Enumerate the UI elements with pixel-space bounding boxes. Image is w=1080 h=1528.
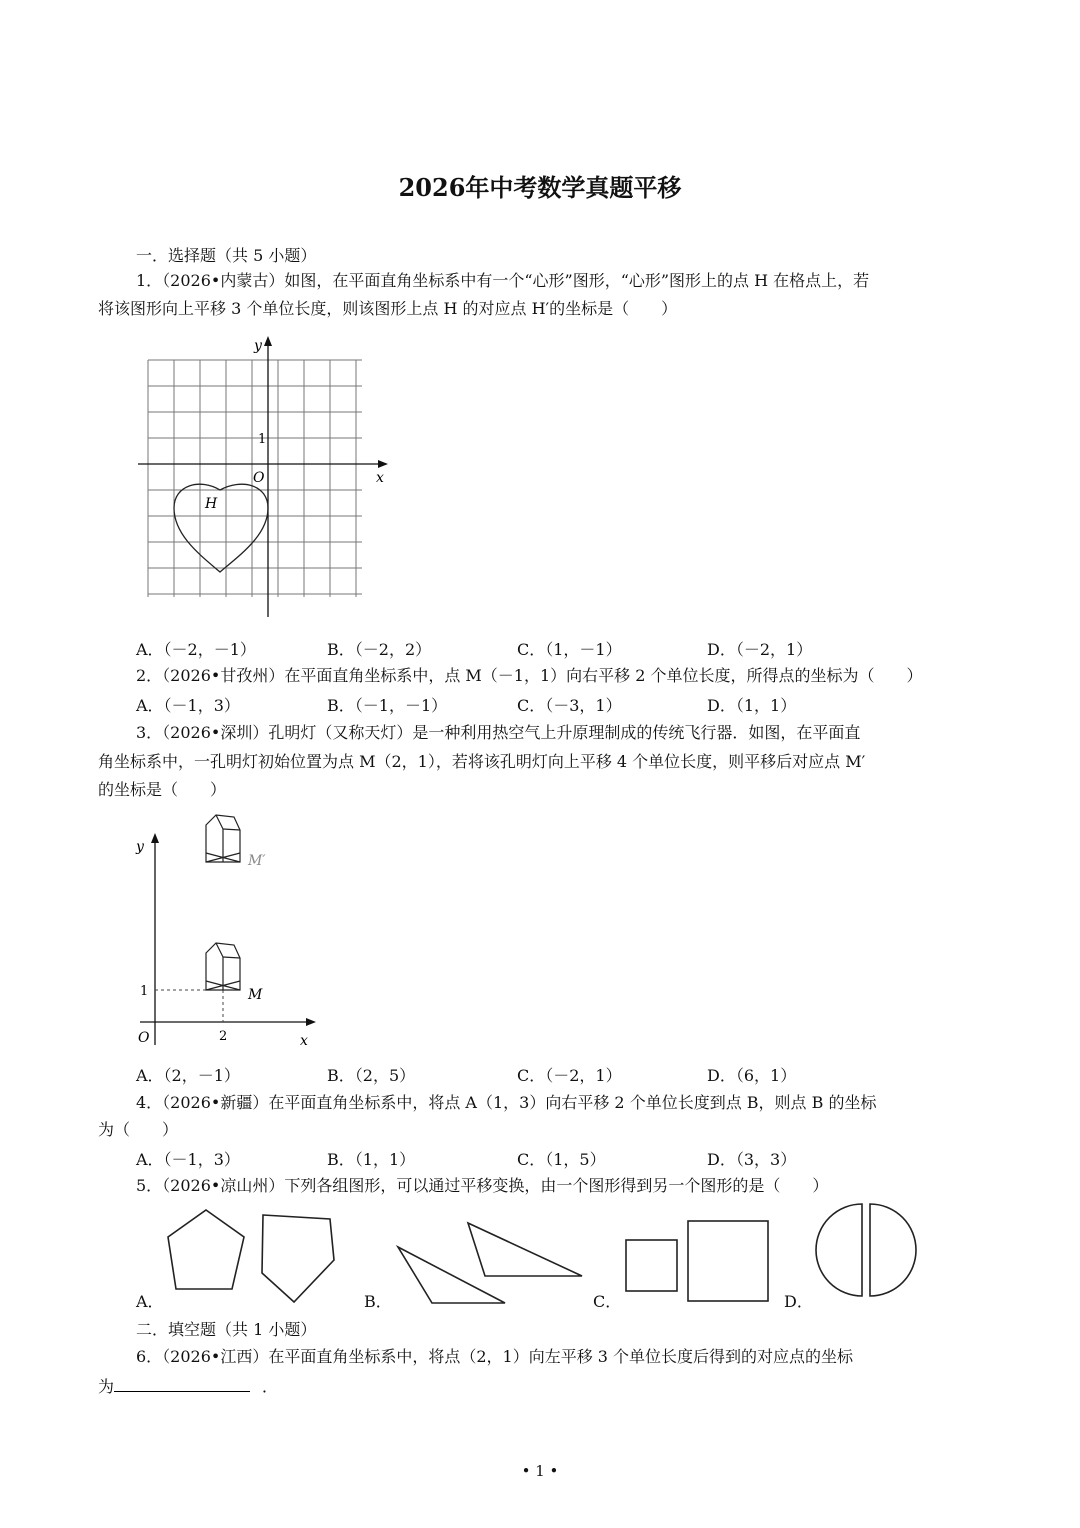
q2-option-d[interactable]: D．（1，1） bbox=[707, 696, 797, 715]
q2-line-1: 2．（2026•甘孜州）在平面直角坐标系中，点 M（－1，1）向右平移 2 个单位长度，所得点的坐标为（ ） bbox=[136, 666, 923, 685]
q3-y-axis-label: y bbox=[136, 839, 144, 855]
q1-origin-label: O bbox=[253, 470, 265, 486]
q4-option-c[interactable]: C．（1，5） bbox=[517, 1150, 606, 1169]
q4-option-b[interactable]: B．（1，1） bbox=[327, 1150, 416, 1169]
q6-period: ． bbox=[262, 1377, 279, 1396]
q4-line-1: 4．（2026•新疆）在平面直角坐标系中，将点 A（1，3）向右平移 2 个单位长度到点 B，则点 B 的坐标 bbox=[136, 1093, 877, 1112]
q3-point-m-prime-label: M′ bbox=[248, 853, 266, 869]
q5-option-b-figure bbox=[392, 1215, 592, 1315]
q6-line-2 bbox=[98, 1375, 278, 1398]
q3-x-tick-2: 2 bbox=[219, 1029, 228, 1044]
q3-point-m-label: M bbox=[248, 987, 263, 1003]
q2-option-b[interactable]: B．（－1，－1） bbox=[327, 696, 448, 715]
q1-option-d[interactable]: D．（－2，1） bbox=[707, 640, 813, 659]
q1-x-axis-label: x bbox=[376, 470, 384, 486]
q1-option-a[interactable]: A．（－2，－1） bbox=[136, 640, 256, 659]
q2-option-a[interactable]: A．（－1，3） bbox=[136, 696, 240, 715]
q3-x-axis-label: x bbox=[300, 1033, 308, 1049]
page-title: 2026年中考数学真题平移 bbox=[398, 173, 682, 202]
q5-option-d[interactable]: D． bbox=[784, 1292, 813, 1311]
q3-line-3: 的坐标是（ ） bbox=[98, 780, 227, 799]
q5-option-c-figure bbox=[620, 1215, 780, 1315]
q1-line-2: 将该图形向上平移 3 个单位长度，则该图形上点 H 的对应点 H′的坐标是（ ） bbox=[98, 299, 678, 318]
q6-prefix: 为 bbox=[98, 1377, 115, 1396]
q5-option-a-figure bbox=[160, 1205, 360, 1305]
q4-line-2: 为（ ） bbox=[98, 1120, 179, 1139]
q3-option-a[interactable]: A．（2，－1） bbox=[136, 1066, 240, 1085]
q1-option-b[interactable]: B．（－2，2） bbox=[327, 640, 432, 659]
q4-option-d[interactable]: D．（3，3） bbox=[707, 1150, 797, 1169]
q1-line-1: 1．（2026•内蒙古）如图，在平面直角坐标系中有一个“心形”图形，“心形”图形上的点 H 在格点上，若 bbox=[136, 271, 870, 290]
q3-line-2: 角坐标系中，一孔明灯初始位置为点 M（2，1），若将该孔明灯向上平移 4 个单位长度，则平移后对应点 M′ bbox=[98, 752, 866, 771]
q1-unit-label: 1 bbox=[258, 432, 267, 447]
q4-option-a[interactable]: A．（－1，3） bbox=[136, 1150, 240, 1169]
section-heading-fill: 二．填空题（共 1 小题） bbox=[136, 1320, 317, 1339]
q3-option-c[interactable]: C．（－2，1） bbox=[517, 1066, 622, 1085]
q1-heart-figure bbox=[130, 330, 400, 620]
q5-line-1: 5．（2026•凉山州）下列各组图形，可以通过平移变换，由一个图形得到另一个图形的是（ ） bbox=[136, 1176, 829, 1195]
q3-origin-label: O bbox=[138, 1030, 150, 1046]
q5-option-b[interactable]: B． bbox=[364, 1292, 392, 1311]
q3-option-d[interactable]: D．（6，1） bbox=[707, 1066, 797, 1085]
q5-option-a[interactable]: A． bbox=[136, 1292, 164, 1311]
q5-option-d-figure bbox=[812, 1198, 932, 1308]
q5-option-c[interactable]: C． bbox=[593, 1292, 622, 1311]
section-heading-choice: 一．选择题（共 5 小题） bbox=[136, 246, 317, 265]
q6-line-1: 6．（2026•江西）在平面直角坐标系中，将点（2，1）向左平移 3 个单位长度后得到的对应点的坐标 bbox=[136, 1347, 854, 1366]
q2-option-c[interactable]: C．（－3，1） bbox=[517, 696, 622, 715]
q1-point-h-label: H bbox=[205, 496, 218, 512]
q1-option-c[interactable]: C．（1，－1） bbox=[517, 640, 622, 659]
q3-lantern-figure bbox=[130, 805, 330, 1055]
q3-y-tick-1: 1 bbox=[140, 984, 149, 999]
q3-line-1: 3．（2026•深圳）孔明灯（又称天灯）是一种利用热空气上升原理制成的传统飞行器．如图，在平面直 bbox=[136, 723, 861, 742]
q3-option-b[interactable]: B．（2，5） bbox=[327, 1066, 416, 1085]
page-number: • 1 • bbox=[521, 1462, 559, 1480]
q6-answer-blank[interactable] bbox=[114, 1375, 250, 1392]
q1-y-axis-label: y bbox=[254, 338, 262, 354]
